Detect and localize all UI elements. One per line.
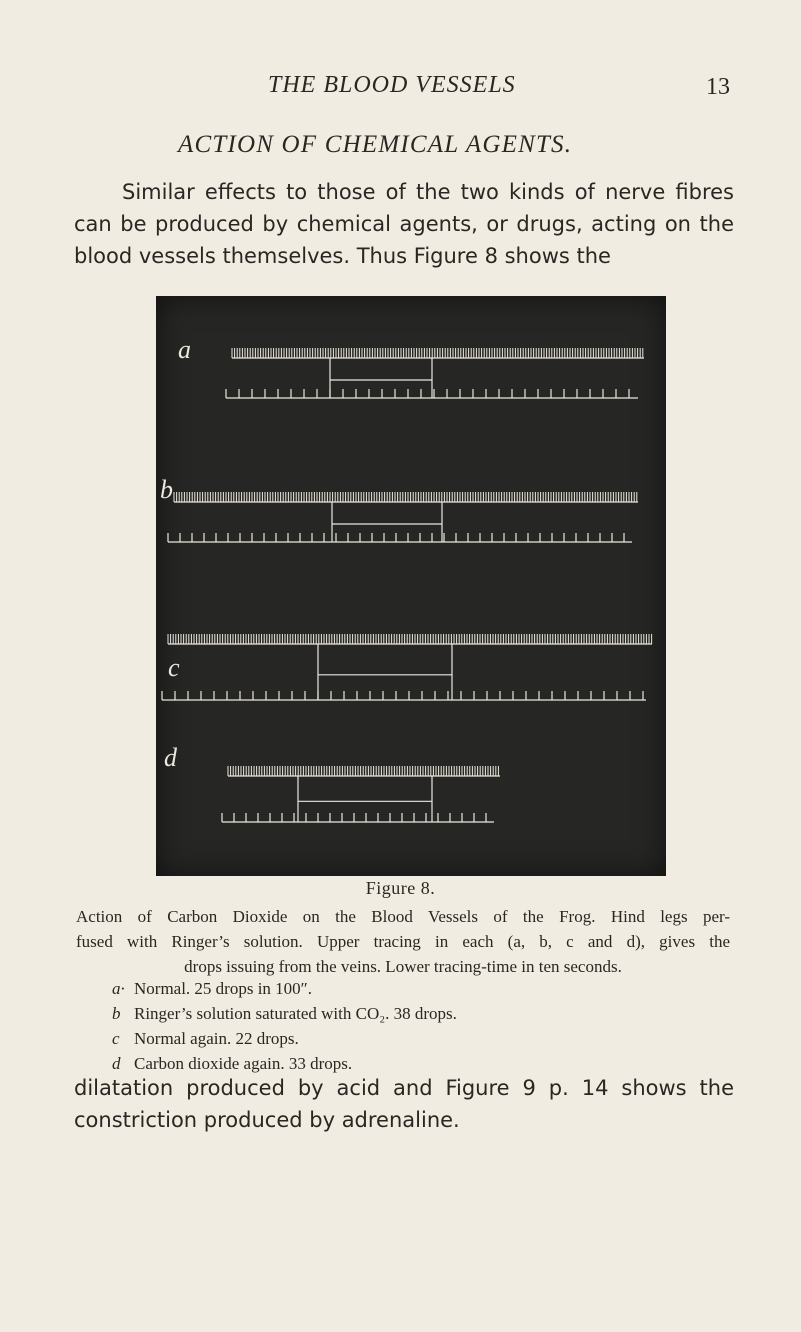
body-paragraph-1: Similar effects to those of the two kinds of nerve fibres can be produced by chemical agents, or drugs, acting on the blood vessels themselves. Thus Figure 8 shows the — [74, 180, 734, 268]
legend-line-2: fused with Ringer’s solution. Upper tracing in each (a, b, c and d), gives the — [76, 932, 730, 951]
kymograph-tracings — [156, 296, 666, 876]
case-letter: a· — [112, 979, 125, 998]
legend-line-3: drops issuing from the veins. Lower tracing-time in ten seconds. — [184, 957, 622, 976]
body-paragraph-2: dilatation produced by acid and Figure 9 p. 14 shows the constriction produced by adrenaline. — [74, 1076, 734, 1132]
panel-label: a — [178, 335, 191, 364]
legend-line-1: Action of Carbon Dioxide on the Blood Vessels of the Frog. Hind legs per- — [76, 907, 730, 926]
case-letter: b — [112, 1004, 121, 1023]
case-letter: d — [112, 1054, 121, 1073]
running-head: THE BLOOD VESSELS — [268, 72, 516, 98]
panel-label: c — [168, 653, 180, 682]
case-a — [112, 976, 457, 1001]
kymograph-figure — [156, 296, 666, 876]
case-c — [112, 1026, 457, 1051]
page-number: 13 — [706, 74, 730, 100]
case-text: Normal again. 22 drops. — [134, 1029, 299, 1048]
case-text: Ringer’s solution saturated with CO₂. 38 drops. — [134, 1004, 457, 1023]
legend-cases — [112, 976, 457, 1076]
panel-label: d — [164, 743, 177, 772]
case-text: Normal. 25 drops in 100″. — [134, 979, 313, 998]
figure-legend — [76, 904, 730, 979]
case-letter: c — [112, 1029, 120, 1048]
panel-label: b — [160, 475, 173, 504]
page-header — [0, 72, 801, 102]
figure-caption: Figure 8. — [365, 878, 436, 898]
section-title: ACTION OF CHEMICAL AGENTS. — [178, 131, 573, 158]
case-text: Carbon dioxide again. 33 drops. — [134, 1054, 353, 1073]
case-b — [112, 1001, 457, 1026]
